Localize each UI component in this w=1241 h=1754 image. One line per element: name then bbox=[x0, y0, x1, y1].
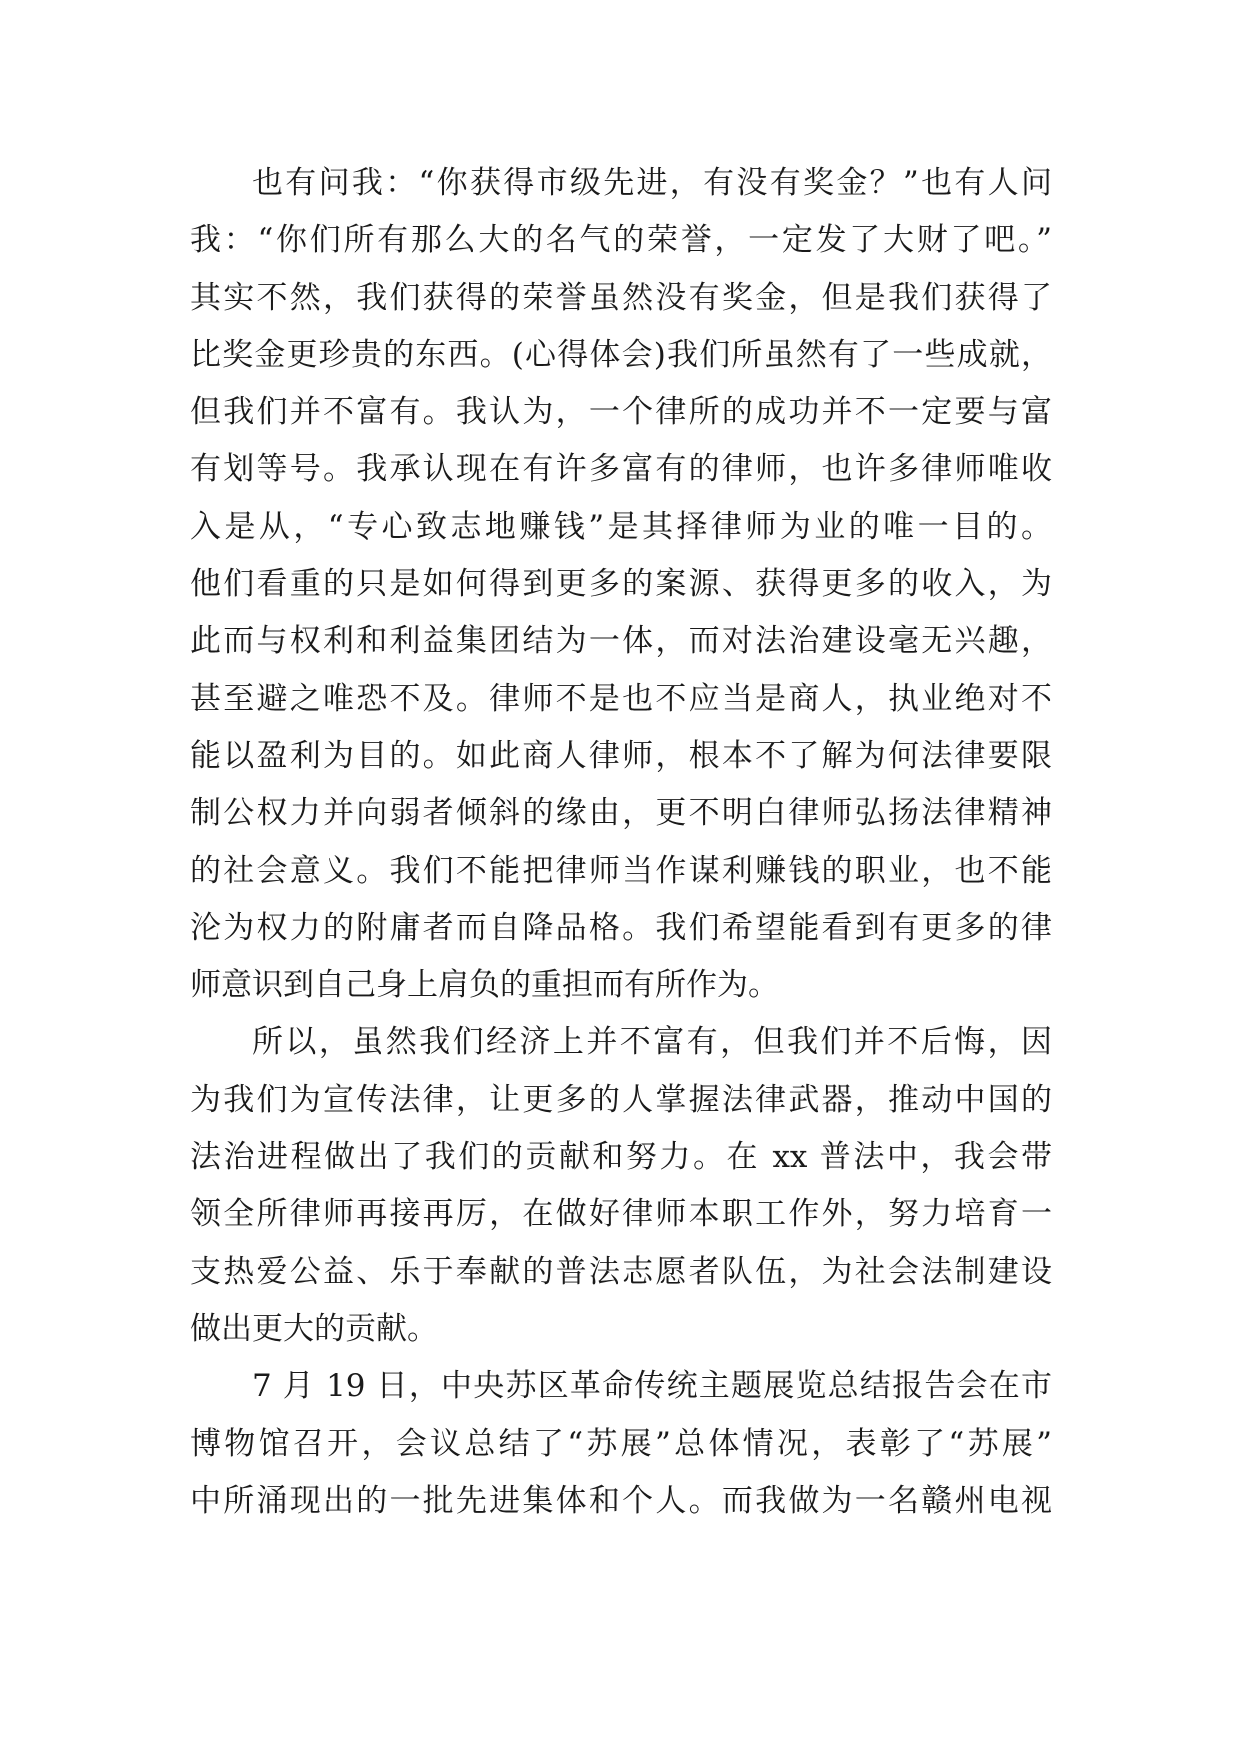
paragraph-2 bbox=[190, 1014, 1052, 1358]
text-line: 师意识到自己身上肩负的重担而有所作为。 bbox=[190, 967, 779, 1004]
text-line: 制公权力并向弱者倾斜的缘由，更不明白律师弘扬法律精神 bbox=[190, 795, 1052, 832]
text-line: 比奖金更珍贵的东西。(心得体会)我们所虽然有了一些成就， bbox=[190, 336, 1052, 373]
text-line: 他们看重的只是如何得到更多的案源、获得更多的收入，为 bbox=[190, 566, 1052, 603]
text-line: 甚至避之唯恐不及。律师不是也不应当是商人，执业绝对不 bbox=[190, 680, 1052, 717]
document-body bbox=[190, 155, 1052, 1530]
text-line: 为我们为宣传法律，让更多的人掌握法律武器，推动中国的 bbox=[190, 1081, 1052, 1118]
paragraph-3 bbox=[190, 1358, 1052, 1530]
text-line: 也有问我：“你获得市级先进，有没有奖金？”也有人问 bbox=[252, 165, 1052, 201]
text-line: 我：“你们所有那么大的名气的荣誉，一定发了大财了吧。” bbox=[190, 222, 1052, 259]
text-line: 所以，虽然我们经济上并不富有，但我们并不后悔，因 bbox=[252, 1024, 1052, 1061]
text-line: 做出更大的贡献。 bbox=[190, 1310, 438, 1347]
text-line: 能以盈利为目的。如此商人律师，根本不了解为何法律要限 bbox=[190, 737, 1052, 774]
text-line: 其实不然，我们获得的荣誉虽然没有奖金，但是我们获得了 bbox=[190, 279, 1052, 316]
text-line: 法治进程做出了我们的贡献和努力。在 xx 普法中，我会带 bbox=[190, 1139, 1052, 1176]
text-line: 沦为权力的附庸者而自降品格。我们希望能看到有更多的律 bbox=[190, 909, 1052, 946]
text-line: 有划等号。我承认现在有许多富有的律师，也许多律师唯收 bbox=[190, 451, 1052, 488]
text-line: 入是从，“专心致志地赚钱”是其择律师为业的唯一目的。 bbox=[190, 508, 1052, 545]
text-line: 支热爱公益、乐于奉献的普法志愿者队伍，为社会法制建设 bbox=[190, 1253, 1052, 1290]
text-line: 的社会意义。我们不能把律师当作谋利赚钱的职业，也不能 bbox=[190, 852, 1052, 889]
paragraph-1 bbox=[190, 155, 1052, 1014]
text-line: 但我们并不富有。我认为，一个律所的成功并不一定要与富 bbox=[190, 394, 1052, 431]
text-line: 中所涌现出的一批先进集体和个人。而我做为一名赣州电视 bbox=[190, 1482, 1052, 1519]
text-line: 博物馆召开，会议总结了“苏展”总体情况，表彰了“苏展” bbox=[190, 1425, 1052, 1462]
text-line: 7 月 19 日，中央苏区革命传统主题展览总结报告会在市 bbox=[252, 1368, 1052, 1405]
text-line: 领全所律师再接再厉，在做好律师本职工作外，努力培育一 bbox=[190, 1196, 1052, 1233]
text-line: 此而与权利和利益集团结为一体，而对法治建设毫无兴趣， bbox=[190, 623, 1052, 660]
